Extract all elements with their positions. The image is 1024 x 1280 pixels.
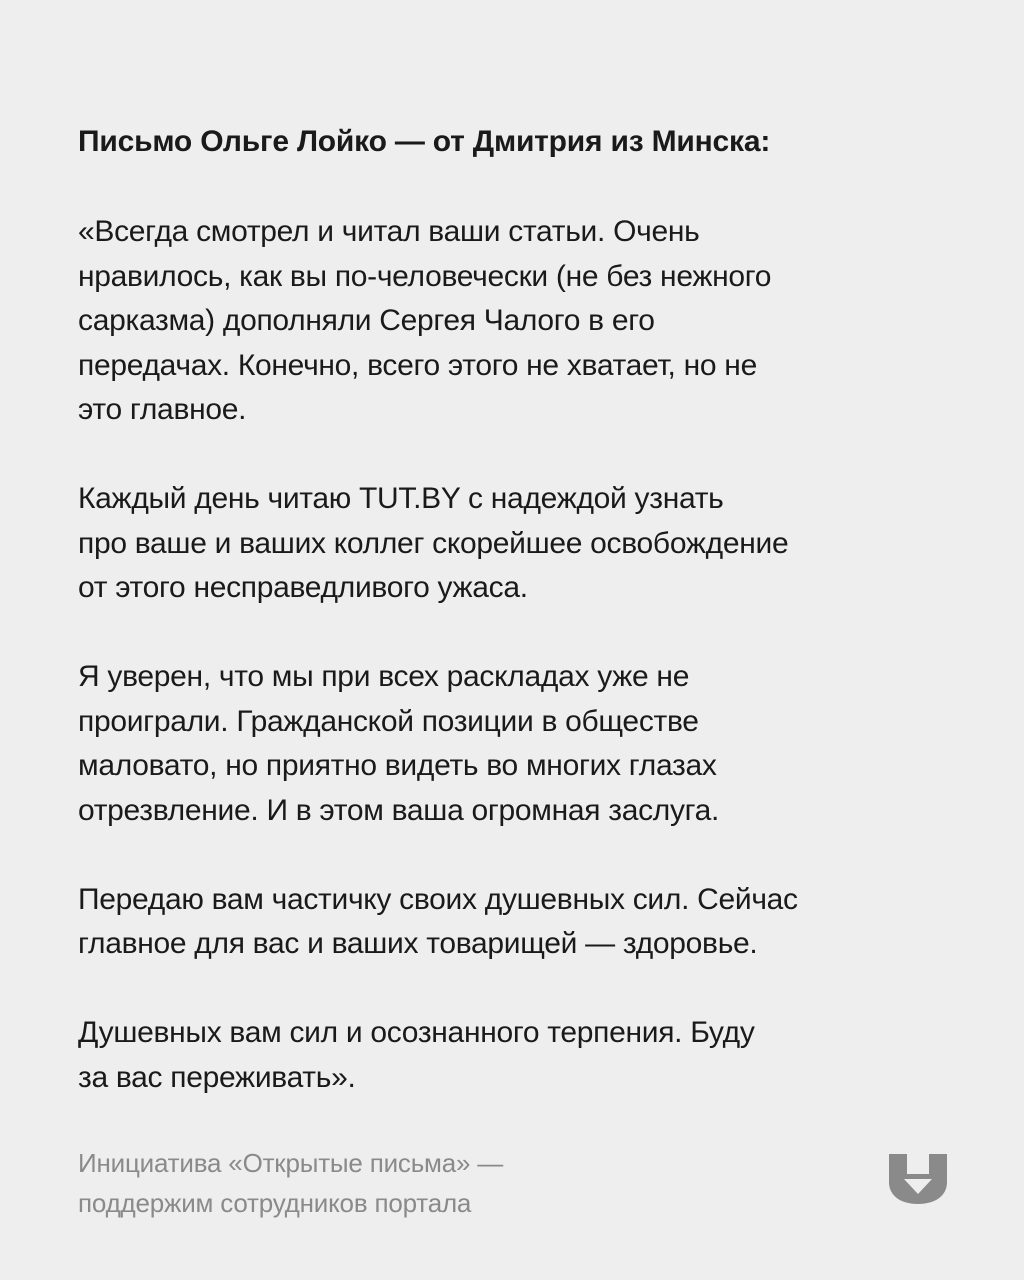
- footer-line: Инициатива «Открытые письма» —: [78, 1148, 504, 1178]
- letter-heading: Письмо Ольге Лойко — от Дмитрия из Минска:: [78, 125, 771, 158]
- letter-line: Душевных вам сил и осознанного терпения. Буду: [78, 1016, 755, 1049]
- letter-paragraph: [78, 1011, 958, 1100]
- letter-paragraph: [78, 878, 958, 967]
- letter-line: маловато, но приятно видеть во многих глазах: [78, 749, 717, 782]
- letter-line: это главное.: [78, 393, 247, 426]
- letter-body: [78, 210, 958, 1100]
- letter-line: сарказма) дополняли Сергея Чалого в его: [78, 304, 655, 337]
- letter-line: Передаю вам частичку своих душевных сил. Сейчас: [78, 882, 798, 916]
- letter-line: проиграли. Гражданской позиции в обществе: [78, 704, 699, 738]
- letter-line: про ваше и ваших коллег скорейшее освобождение: [78, 526, 789, 560]
- letter-line: нравилось, как вы по-человечески (не без нежного: [78, 259, 772, 293]
- footer-line: поддержим сотрудников портала: [78, 1188, 472, 1218]
- letter-line: за вас переживать».: [78, 1060, 356, 1094]
- letter-line: главное для вас и ваших товарищей — здоровье.: [78, 927, 758, 960]
- letter-paragraph: [78, 477, 958, 611]
- letter-paragraph: [78, 655, 958, 833]
- tutby-logo-icon: [887, 1152, 949, 1206]
- letter-line: Каждый день читаю TUT.BY с надеждой узнать: [78, 482, 724, 515]
- letter-line: Я уверен, что мы при всех раскладах уже не: [78, 660, 690, 693]
- letter-paragraph: [78, 210, 958, 433]
- letter-line: передачах. Конечно, всего этого не хватает, но не: [78, 348, 757, 382]
- letter-line: отрезвление. И в этом ваша огромная заслуга.: [78, 793, 720, 827]
- letter-line: от этого несправедливого ужаса.: [78, 571, 528, 604]
- initiative-footer: [78, 1143, 503, 1223]
- letter-line: «Всегда смотрел и читал ваши статьи. Очень: [78, 215, 700, 248]
